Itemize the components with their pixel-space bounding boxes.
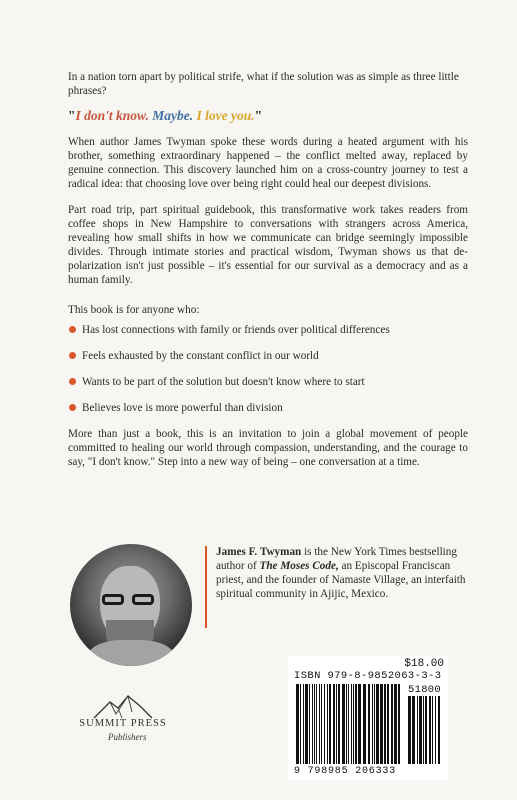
mountain-icon	[92, 692, 154, 720]
phrase-i-love-you: I love you.	[196, 108, 255, 123]
phrase-i-dont-know: I don't know.	[75, 108, 149, 123]
barcode-bar	[300, 684, 301, 764]
barcode-bar	[355, 684, 357, 764]
barcode-bar	[387, 684, 389, 764]
price-addon: 51800	[408, 684, 442, 696]
bio-text-1: is the New York Times bestselling author of	[216, 546, 457, 572]
paragraph-invitation: More than just a book, this is an invitation to join a global movement of people committed to healing our world through compassion, understanding, and the courage to say, "I don't know." Step into a new way of being – one conversation at a time.	[68, 428, 468, 468]
barcode-bar	[408, 696, 411, 764]
author-hand	[88, 640, 174, 666]
barcode-bar	[391, 684, 393, 764]
barcode-bar	[419, 696, 422, 764]
barcode-bar	[342, 684, 345, 764]
barcode-bars	[296, 684, 404, 764]
barcode-bar	[351, 684, 352, 764]
barcode-bar	[435, 696, 436, 764]
barcode-bar	[368, 684, 370, 764]
publisher-script: Publishers	[108, 732, 147, 742]
barcode-bar	[394, 684, 397, 764]
barcode-bar	[346, 684, 347, 764]
paragraph-story: When author James Twyman spoke these words during a heated argument with his brother, something extraordinary happened – the conflict melted away, replaced by genuine connection. This discovery launched him on a cross-country journey to test a radical idea: that choosing love over being right could heal our deepest divisions.	[68, 136, 468, 190]
barcode-bar	[336, 684, 337, 764]
barcode-bar	[384, 684, 386, 764]
audience-list	[68, 323, 468, 415]
barcode-bar	[353, 684, 354, 764]
phrase-maybe: Maybe.	[152, 108, 194, 123]
barcode-bar	[425, 696, 427, 764]
barcode-bar	[305, 684, 308, 764]
list-item: Has lost connections with family or friends over political differences	[68, 323, 468, 337]
barcode-bar	[324, 684, 325, 764]
barcode-bar	[327, 684, 328, 764]
author-photo	[70, 544, 192, 666]
barcode-bar	[321, 684, 322, 764]
isbn: ISBN 979-8-9852063-3-3	[294, 670, 442, 682]
barcode-bar	[312, 684, 313, 764]
addon-barcode-bars	[408, 696, 442, 764]
barcode-bar	[296, 684, 299, 764]
barcode-bar	[376, 684, 379, 764]
intro-text: In a nation torn apart by political strife, what if the solution was as simple as three little phrases?	[68, 71, 459, 97]
barcode-bar	[438, 696, 440, 764]
barcode-bar	[417, 696, 418, 764]
quote-close: "	[254, 108, 263, 123]
barcode-bar	[363, 684, 366, 764]
barcode-bar	[338, 684, 340, 764]
list-item: Wants to be part of the solution but doesn't know where to start	[68, 375, 468, 389]
paragraph-journey: Part road trip, part spiritual guidebook, this transformative work takes readers from coffee shops in New Hampshire to conversations with strangers across America, revealing how small shifts in how we communicate can bridge seemingly impossible divides. Through intimate stories and practical wisdom, Twyman shows us that de-polarization isn't just possible – it's essential for our survival as a democracy and as a human family.	[68, 204, 468, 286]
barcode-box	[288, 656, 448, 780]
barcode-bar	[412, 696, 415, 764]
glasses-icon	[102, 594, 158, 606]
author-bio	[216, 545, 470, 601]
barcode-bar	[398, 684, 400, 764]
book-title: The Moses Code,	[259, 560, 339, 572]
barcode-bar	[348, 684, 349, 764]
bio-text-2: an Episcopal Franciscan priest, and the founder of Namaste Village, an interfaith spiritual community in Ajijic, Mexico.	[216, 560, 466, 600]
quote-open: "	[68, 108, 76, 123]
barcode-bar	[319, 684, 320, 764]
barcode-bar	[309, 684, 310, 764]
barcode-bar	[333, 684, 335, 764]
barcode-bar	[423, 696, 424, 764]
barcode-bar	[380, 684, 383, 764]
barcode-bar	[314, 684, 315, 764]
barcode-bar	[374, 684, 375, 764]
barcode-bar	[316, 684, 317, 764]
list-item: Believes love is more powerful than division	[68, 401, 468, 415]
publisher-name: SUMMIT PRESS	[79, 718, 167, 729]
barcode-bar	[303, 684, 304, 764]
publisher-logo	[68, 692, 178, 756]
barcode-bar	[329, 684, 331, 764]
list-item: Feels exhausted by the constant conflict in our world	[68, 349, 468, 363]
price: $18.00	[404, 658, 444, 670]
ean-digits: 9 798985 206333	[294, 766, 397, 777]
barcode-bar	[372, 684, 373, 764]
barcode-bar	[432, 696, 433, 764]
barcode-bar	[429, 696, 431, 764]
key-phrases	[68, 109, 468, 123]
author-name: James F. Twyman	[216, 546, 302, 558]
audience-heading: This book is for anyone who:	[68, 304, 200, 316]
back-cover-blurb	[68, 70, 468, 469]
bio-divider	[205, 546, 207, 628]
barcode-bar	[358, 684, 361, 764]
